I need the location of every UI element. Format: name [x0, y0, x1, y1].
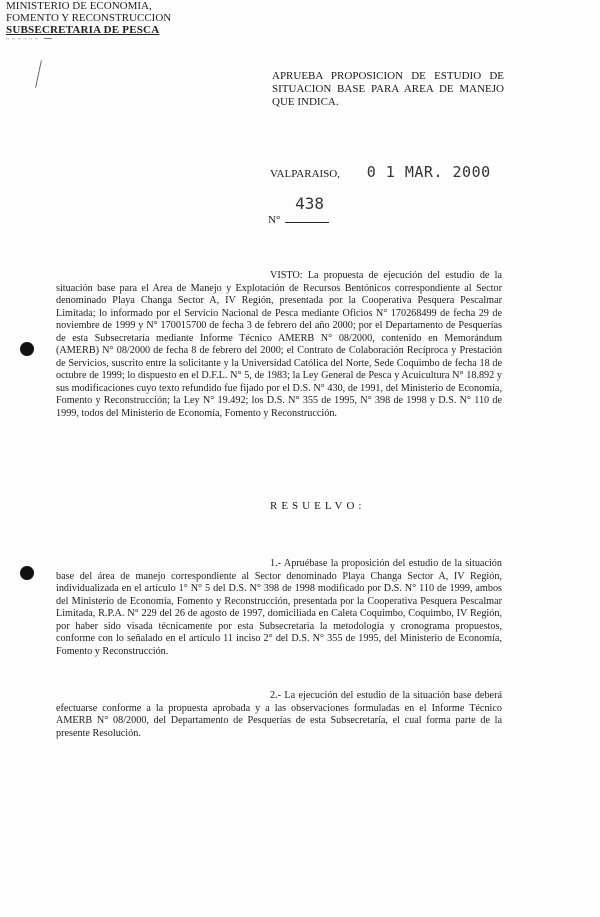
number-value: 438: [295, 194, 324, 213]
pen-mark: [35, 60, 42, 88]
number-label: N°: [268, 214, 281, 226]
place-label: VALPARAISO,: [270, 168, 340, 180]
place-date-line: [270, 163, 491, 181]
resolution-number: [268, 194, 329, 226]
punch-hole-icon: [20, 342, 34, 356]
resolution-item-2: 2.- La ejecución del estudio de la situación base deberá efectuarse conforme a la propuesta aprobada y a las observaciones formuladas en el Informe Técnico AMERB N° 08/2000, del Departamento de Pesquerías de esta Subsecretaría, el cual forma parte de la presente Resolución.: [56, 690, 502, 739]
ministry-line-2: FOMENTO Y RECONSTRUCCION: [6, 12, 172, 24]
visto-paragraph: VISTO: La propuesta de ejecución del estudio de la situación base para el Area de Manejo y Explotación de Recursos Bentónicos correspondiente al Sector denominado Playa Changa Sector A, IV Región, presentada por la Cooperativa Pesquera Pescalmar Limitada; lo informado por el Servicio Nacional de Pesca mediante Oficios N° 170268499 de fecha 29 de noviembre de 1999 y N° 170015700 de fecha 3 de febrero del año 2000; por el Departamento de Pesquerías de esta Subsecretaría mediante Informe Técnico AMERB N° 08/2000, contenido en Memorándum (AMERB) N° 08/2000 de fecha 8 de febrero del 2000; el Contrato de Colaboración Recíproca y Prestación de Servicios, suscrito entre la solicitante y la Universidad Católica del Norte, Sede Coquimbo de fecha 18 de octubre de 1999; lo dispuesto en el D.F.L. N° 5, de 1983; la Ley General de Pesca y Acuicultura N° 18.892 y sus modificaciones cuyo texto refundido fue fijado por el D.S. N° 430, de 1991, del Ministerio de Economía, Fomento y Reconstrucción; la Ley N° 19.492; los D.S. N° 355 de 1995, N° 398 de 1998 y D.S. N° 110 de 1999, todos del Ministerio de Economía, Fomento y Reconstrucción.: [56, 270, 502, 419]
resolution-item-1: 1.- Apruébase la proposición del estudio de la situación base del área de manejo correspondiente al Sector denominado Playa Changa Sector A, IV Región, individualizada en el artículo 1° N° 5 del D.S. N° 398 de 1998 modificado por D.S. N° 110 de 1999, ambos del Ministerio de Economía, Fomento y Reconstrucción, presentada por la Cooperativa Pesquera Pescalmar Limitada, R.P.A. N° 229 del 26 de agosto de 1997, domiciliada en Caleta Coquimbo, Coquimbo, IV Región, por haber sido visada técnicamente por esta Subsecretaría la metodología y cronograma propuestos, conforme con lo señalado en el artículo 11 inciso 2° del D.S. N° 355 de 1995, del Ministerio de Economía, Fomento y Reconstrucción.: [56, 558, 502, 657]
date-stamp: 0 1 MAR. 2000: [366, 163, 491, 181]
ministry-line-1: MINISTERIO DE ECONOMIA,: [6, 0, 152, 12]
letterhead: [6, 0, 176, 44]
pen-mark-small: [44, 38, 52, 39]
subsecretaria-line: SUBSECRETARIA DE PESCA: [6, 24, 160, 36]
subject-heading: APRUEBA PROPOSICION DE ESTUDIO DE SITUACION BASE PARA AREA DE MANEJO QUE INDICA.: [272, 70, 504, 108]
resuelvo-heading: RESUELVO:: [270, 500, 366, 512]
number-underline: [285, 194, 329, 223]
handwritten-scribble: ~ ~ ~ ~ ~ ~: [6, 37, 39, 43]
punch-hole-icon: [20, 566, 34, 580]
